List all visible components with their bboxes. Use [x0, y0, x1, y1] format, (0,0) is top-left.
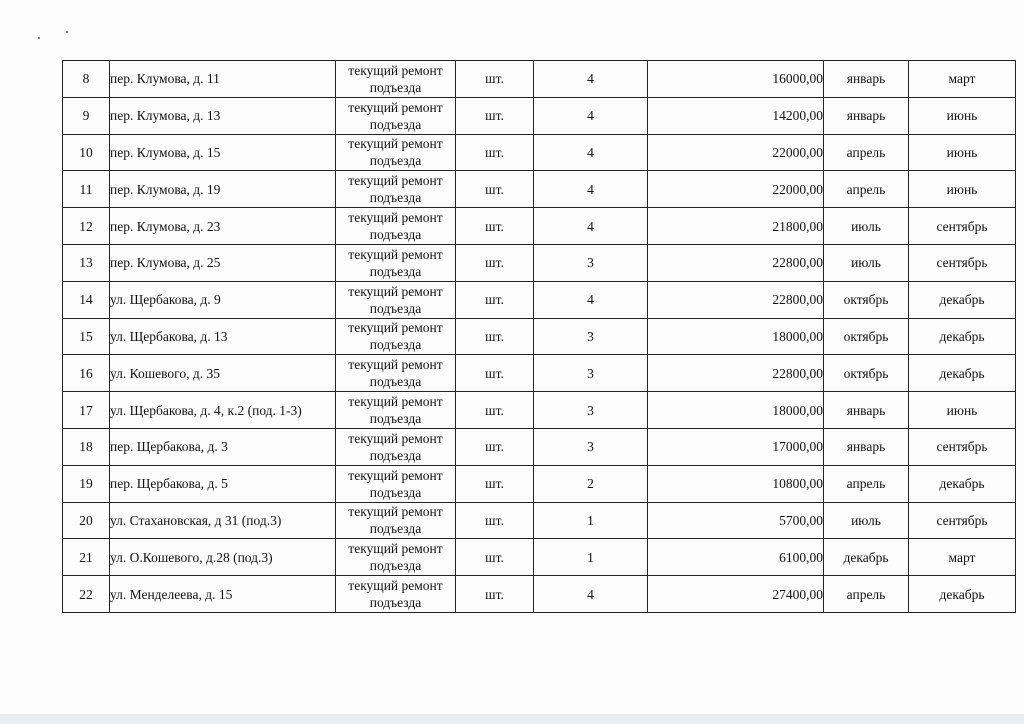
work-type-line-1: текущий ремонт	[348, 394, 443, 410]
start-month-cell: январь	[824, 61, 909, 98]
table-row	[63, 208, 1016, 245]
address-cell: ул. Менделеева, д. 15	[110, 576, 336, 613]
quantity-cell: 3	[534, 392, 648, 429]
quantity-cell: 4	[534, 208, 648, 245]
quantity-cell: 4	[534, 97, 648, 134]
scan-bottom-edge	[0, 714, 1024, 724]
work-type-line-1: текущий ремонт	[348, 357, 443, 373]
work-type-line-2: подъезда	[369, 595, 422, 611]
end-month-cell: декабрь	[909, 576, 1016, 613]
work-type-cell	[336, 576, 456, 613]
end-month-cell: сентябрь	[909, 244, 1016, 281]
work-type-cell	[336, 502, 456, 539]
start-month-cell: январь	[824, 392, 909, 429]
row-number-cell: 13	[63, 244, 110, 281]
table-row	[63, 134, 1016, 171]
cost-cell: 14200,00	[648, 97, 824, 134]
quantity-cell: 3	[534, 428, 648, 465]
quantity-cell: 4	[534, 576, 648, 613]
start-month-cell: апрель	[824, 171, 909, 208]
unit-cell: шт.	[456, 208, 534, 245]
table-row	[63, 61, 1016, 98]
work-type-line-1: текущий ремонт	[348, 173, 443, 189]
work-type-line-2: подъезда	[369, 227, 422, 243]
table-row	[63, 465, 1016, 502]
table-row	[63, 281, 1016, 318]
table-row	[63, 244, 1016, 281]
address-cell: ул. Щербакова, д. 4, к.2 (под. 1-3)	[110, 392, 336, 429]
cost-cell: 22800,00	[648, 355, 824, 392]
work-type-line-2: подъезда	[369, 484, 422, 500]
work-type-line-2: подъезда	[369, 411, 422, 427]
unit-cell: шт.	[456, 61, 534, 98]
row-number-cell: 10	[63, 134, 110, 171]
end-month-cell: декабрь	[909, 355, 1016, 392]
row-number-cell: 12	[63, 208, 110, 245]
unit-cell: шт.	[456, 576, 534, 613]
cost-cell: 18000,00	[648, 392, 824, 429]
work-type-line-1: текущий ремонт	[348, 541, 443, 557]
address-cell: пер. Щербакова, д. 3	[110, 428, 336, 465]
work-type-cell	[336, 244, 456, 281]
unit-cell: шт.	[456, 97, 534, 134]
cost-cell: 6100,00	[648, 539, 824, 576]
scan-speck	[38, 37, 40, 39]
table-row	[63, 97, 1016, 134]
unit-cell: шт.	[456, 134, 534, 171]
row-number-cell: 22	[63, 576, 110, 613]
work-type-line-1: текущий ремонт	[348, 283, 443, 299]
address-cell: пер. Клумова, д. 19	[110, 171, 336, 208]
table-row	[63, 539, 1016, 576]
work-type-line-1: текущий ремонт	[348, 246, 443, 262]
cost-cell: 27400,00	[648, 576, 824, 613]
cost-cell: 22800,00	[648, 244, 824, 281]
scan-speck	[66, 31, 68, 33]
table-row	[63, 355, 1016, 392]
cost-cell: 21800,00	[648, 208, 824, 245]
table-row	[63, 392, 1016, 429]
row-number-cell: 21	[63, 539, 110, 576]
cost-cell: 10800,00	[648, 465, 824, 502]
work-type-line-2: подъезда	[369, 190, 422, 206]
end-month-cell: июнь	[909, 392, 1016, 429]
work-type-line-2: подъезда	[369, 300, 422, 316]
work-type-line-1: текущий ремонт	[348, 320, 443, 336]
table-body	[63, 61, 1016, 613]
address-cell: пер. Клумова, д. 15	[110, 134, 336, 171]
address-cell: ул. Щербакова, д. 13	[110, 318, 336, 355]
quantity-cell: 4	[534, 281, 648, 318]
work-type-line-2: подъезда	[369, 521, 422, 537]
quantity-cell: 2	[534, 465, 648, 502]
work-type-line-1: текущий ремонт	[348, 99, 443, 115]
work-type-line-2: подъезда	[369, 447, 422, 463]
start-month-cell: апрель	[824, 576, 909, 613]
work-type-cell	[336, 539, 456, 576]
row-number-cell: 11	[63, 171, 110, 208]
quantity-cell: 3	[534, 318, 648, 355]
table-row	[63, 502, 1016, 539]
address-cell: ул. Кошевого, д. 35	[110, 355, 336, 392]
address-cell: ул. О.Кошевого, д.28 (под.3)	[110, 539, 336, 576]
address-cell: пер. Клумова, д. 25	[110, 244, 336, 281]
quantity-cell: 1	[534, 502, 648, 539]
unit-cell: шт.	[456, 281, 534, 318]
end-month-cell: сентябрь	[909, 208, 1016, 245]
address-cell: пер. Щербакова, д. 5	[110, 465, 336, 502]
unit-cell: шт.	[456, 244, 534, 281]
unit-cell: шт.	[456, 392, 534, 429]
quantity-cell: 4	[534, 171, 648, 208]
address-cell: ул. Щербакова, д. 9	[110, 281, 336, 318]
cost-cell: 22000,00	[648, 134, 824, 171]
end-month-cell: март	[909, 539, 1016, 576]
start-month-cell: июль	[824, 244, 909, 281]
unit-cell: шт.	[456, 171, 534, 208]
work-type-cell	[336, 428, 456, 465]
work-type-line-1: текущий ремонт	[348, 467, 443, 483]
address-cell: пер. Клумова, д. 13	[110, 97, 336, 134]
work-type-cell	[336, 355, 456, 392]
unit-cell: шт.	[456, 318, 534, 355]
work-type-cell	[336, 134, 456, 171]
end-month-cell: июнь	[909, 97, 1016, 134]
end-month-cell: декабрь	[909, 281, 1016, 318]
address-cell: пер. Клумова, д. 23	[110, 208, 336, 245]
table-row	[63, 318, 1016, 355]
work-type-line-1: текущий ремонт	[348, 136, 443, 152]
table-row	[63, 428, 1016, 465]
work-type-line-1: текущий ремонт	[348, 578, 443, 594]
quantity-cell: 3	[534, 244, 648, 281]
work-type-cell	[336, 171, 456, 208]
cost-cell: 16000,00	[648, 61, 824, 98]
row-number-cell: 14	[63, 281, 110, 318]
work-type-line-1: текущий ремонт	[348, 430, 443, 446]
work-type-cell	[336, 318, 456, 355]
work-type-line-1: текущий ремонт	[348, 210, 443, 226]
work-type-line-1: текущий ремонт	[348, 62, 443, 78]
work-type-cell	[336, 281, 456, 318]
work-type-line-2: подъезда	[369, 558, 422, 574]
table-row	[63, 576, 1016, 613]
quantity-cell: 4	[534, 134, 648, 171]
repair-schedule-table	[62, 60, 1016, 613]
work-type-cell	[336, 392, 456, 429]
work-type-cell	[336, 465, 456, 502]
unit-cell: шт.	[456, 428, 534, 465]
row-number-cell: 19	[63, 465, 110, 502]
work-type-cell	[336, 97, 456, 134]
work-type-line-1: текущий ремонт	[348, 504, 443, 520]
work-type-line-2: подъезда	[369, 374, 422, 390]
start-month-cell: апрель	[824, 134, 909, 171]
row-number-cell: 9	[63, 97, 110, 134]
start-month-cell: январь	[824, 97, 909, 134]
work-type-line-2: подъезда	[369, 79, 422, 95]
end-month-cell: декабрь	[909, 465, 1016, 502]
work-type-line-2: подъезда	[369, 153, 422, 169]
cost-cell: 17000,00	[648, 428, 824, 465]
quantity-cell: 3	[534, 355, 648, 392]
address-cell: ул. Стахановская, д 31 (под.3)	[110, 502, 336, 539]
table-row	[63, 171, 1016, 208]
end-month-cell: сентябрь	[909, 502, 1016, 539]
start-month-cell: июль	[824, 208, 909, 245]
cost-cell: 22000,00	[648, 171, 824, 208]
cost-cell: 22800,00	[648, 281, 824, 318]
work-type-line-2: подъезда	[369, 337, 422, 353]
quantity-cell: 1	[534, 539, 648, 576]
start-month-cell: апрель	[824, 465, 909, 502]
start-month-cell: декабрь	[824, 539, 909, 576]
end-month-cell: июнь	[909, 134, 1016, 171]
work-type-cell	[336, 61, 456, 98]
start-month-cell: октябрь	[824, 281, 909, 318]
work-type-line-2: подъезда	[369, 263, 422, 279]
end-month-cell: сентябрь	[909, 428, 1016, 465]
quantity-cell: 4	[534, 61, 648, 98]
row-number-cell: 16	[63, 355, 110, 392]
start-month-cell: июль	[824, 502, 909, 539]
row-number-cell: 17	[63, 392, 110, 429]
unit-cell: шт.	[456, 465, 534, 502]
work-type-cell	[336, 208, 456, 245]
unit-cell: шт.	[456, 355, 534, 392]
row-number-cell: 18	[63, 428, 110, 465]
start-month-cell: октябрь	[824, 318, 909, 355]
unit-cell: шт.	[456, 539, 534, 576]
end-month-cell: июнь	[909, 171, 1016, 208]
work-type-line-2: подъезда	[369, 116, 422, 132]
cost-cell: 5700,00	[648, 502, 824, 539]
row-number-cell: 15	[63, 318, 110, 355]
end-month-cell: декабрь	[909, 318, 1016, 355]
end-month-cell: март	[909, 61, 1016, 98]
row-number-cell: 20	[63, 502, 110, 539]
address-cell: пер. Клумова, д. 11	[110, 61, 336, 98]
row-number-cell: 8	[63, 61, 110, 98]
unit-cell: шт.	[456, 502, 534, 539]
start-month-cell: январь	[824, 428, 909, 465]
cost-cell: 18000,00	[648, 318, 824, 355]
start-month-cell: октябрь	[824, 355, 909, 392]
